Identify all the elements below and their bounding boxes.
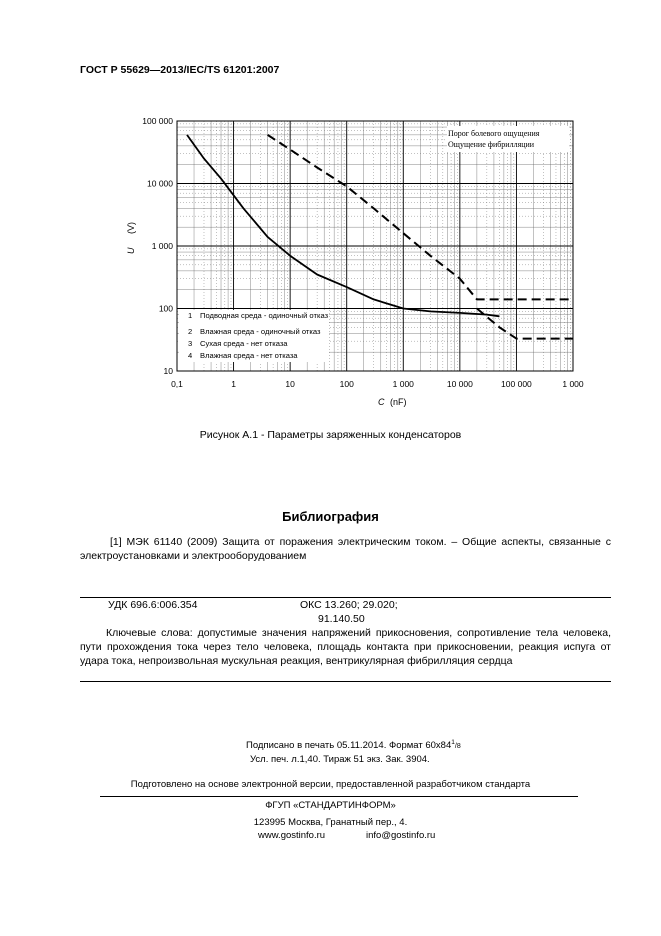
x-tick-label: 1 000 xyxy=(392,379,414,389)
x-tick-label: 100 000 xyxy=(501,379,532,389)
x-tick-labels xyxy=(171,379,584,389)
annotation-pain-threshold: Порог болевого ощущения xyxy=(448,129,540,138)
publisher-address: 123995 Москва, Гранатный пер., 4. xyxy=(253,817,408,828)
x-tick-label: 1 000 xyxy=(562,379,584,389)
legend-item-1: Подводная среда - одиночный отказ xyxy=(200,311,329,320)
x-tick-label: 10 000 xyxy=(446,379,473,389)
x-tick-label: 1 xyxy=(231,379,236,389)
document-header: ГОСТ Р 55629—2013/IEC/TS 61201:2007 xyxy=(80,64,280,76)
divider xyxy=(100,796,578,797)
legend-item-2: Влажная среда - одиночный отказ xyxy=(200,327,321,336)
legend-num-1: 1 xyxy=(188,311,193,320)
legend-item-3: Сухая среда - нет отказа xyxy=(200,339,288,348)
y-tick-label: 1 000 xyxy=(151,241,173,251)
oks-code-line2: 91.140.50 xyxy=(318,613,365,625)
legend-num-2: 2 xyxy=(188,327,193,336)
prepared-note: Подготовлено на основе электронной версии, предоставленной разработчиком стандарта xyxy=(130,779,531,790)
x-axis-unit: (nF) xyxy=(390,397,407,407)
signed-for-print xyxy=(246,739,461,751)
keywords: Ключевые слова: допустимые значения напряжений прикосновения, сопротивление тела человека, пути прохождения тока через тело человека, площадь контакта при прикосновении, реакция испуга от удара тока, непроизвольная мускульная реакция, вентрикулярная фибрилляция сердца xyxy=(80,627,611,667)
x-tick-label: 0,1 xyxy=(171,379,183,389)
y-tick-label: 100 xyxy=(158,303,173,314)
divider xyxy=(80,597,611,598)
signed-text: Подписано в печать 05.11.2014. Формат 60x84 xyxy=(246,740,452,752)
y-axis-unit: (V) xyxy=(126,222,136,234)
format-sup: 1 xyxy=(451,739,455,746)
legend-item-4: Влажная среда - нет отказа xyxy=(200,351,298,360)
publisher-name: ФГУП «СТАНДАРТИНФОРМ» xyxy=(265,800,396,811)
x-tick-label: 10 xyxy=(285,379,295,389)
chart-series xyxy=(187,135,573,339)
y-tick-labels xyxy=(142,116,173,376)
print-run: Усл. печ. л.1,40. Тираж 51 экз. Зак. 3904. xyxy=(250,754,430,765)
annotation-fibrillation: Ощущение фибрилляции xyxy=(448,140,535,149)
publisher-email[interactable]: info@gostinfo.ru xyxy=(366,830,436,841)
x-axis-label: C xyxy=(378,397,385,407)
legend-num-3: 3 xyxy=(188,339,193,348)
legend-num-4: 4 xyxy=(188,351,193,360)
y-tick-label: 10 xyxy=(163,366,173,376)
bibliography-title: Библиография xyxy=(282,509,379,524)
y-tick-label: 10 000 xyxy=(147,178,173,189)
udk-code: УДК 696.6:006.354 xyxy=(108,599,198,611)
divider xyxy=(80,681,611,682)
capacitor-chart xyxy=(126,112,590,412)
publisher-website[interactable]: www.gostinfo.ru xyxy=(258,830,326,841)
figure-caption: Рисунок А.1 - Параметры заряженных конденсаторов xyxy=(199,429,462,441)
oks-code-line1: ОКС 13.260; 29.020; xyxy=(300,599,398,611)
x-tick-label: 100 xyxy=(339,379,354,389)
y-tick-label: 100 000 xyxy=(142,116,173,126)
y-axis-label: U xyxy=(126,247,136,254)
format-sub: /8 xyxy=(454,743,461,751)
series-line-3 xyxy=(477,309,573,339)
bibliography-item: [1] МЭК 61140 (2009) Защита от поражения электрическим током. – Общие аспекты, связанные с электроустановками и электрооборудованием xyxy=(80,536,611,562)
